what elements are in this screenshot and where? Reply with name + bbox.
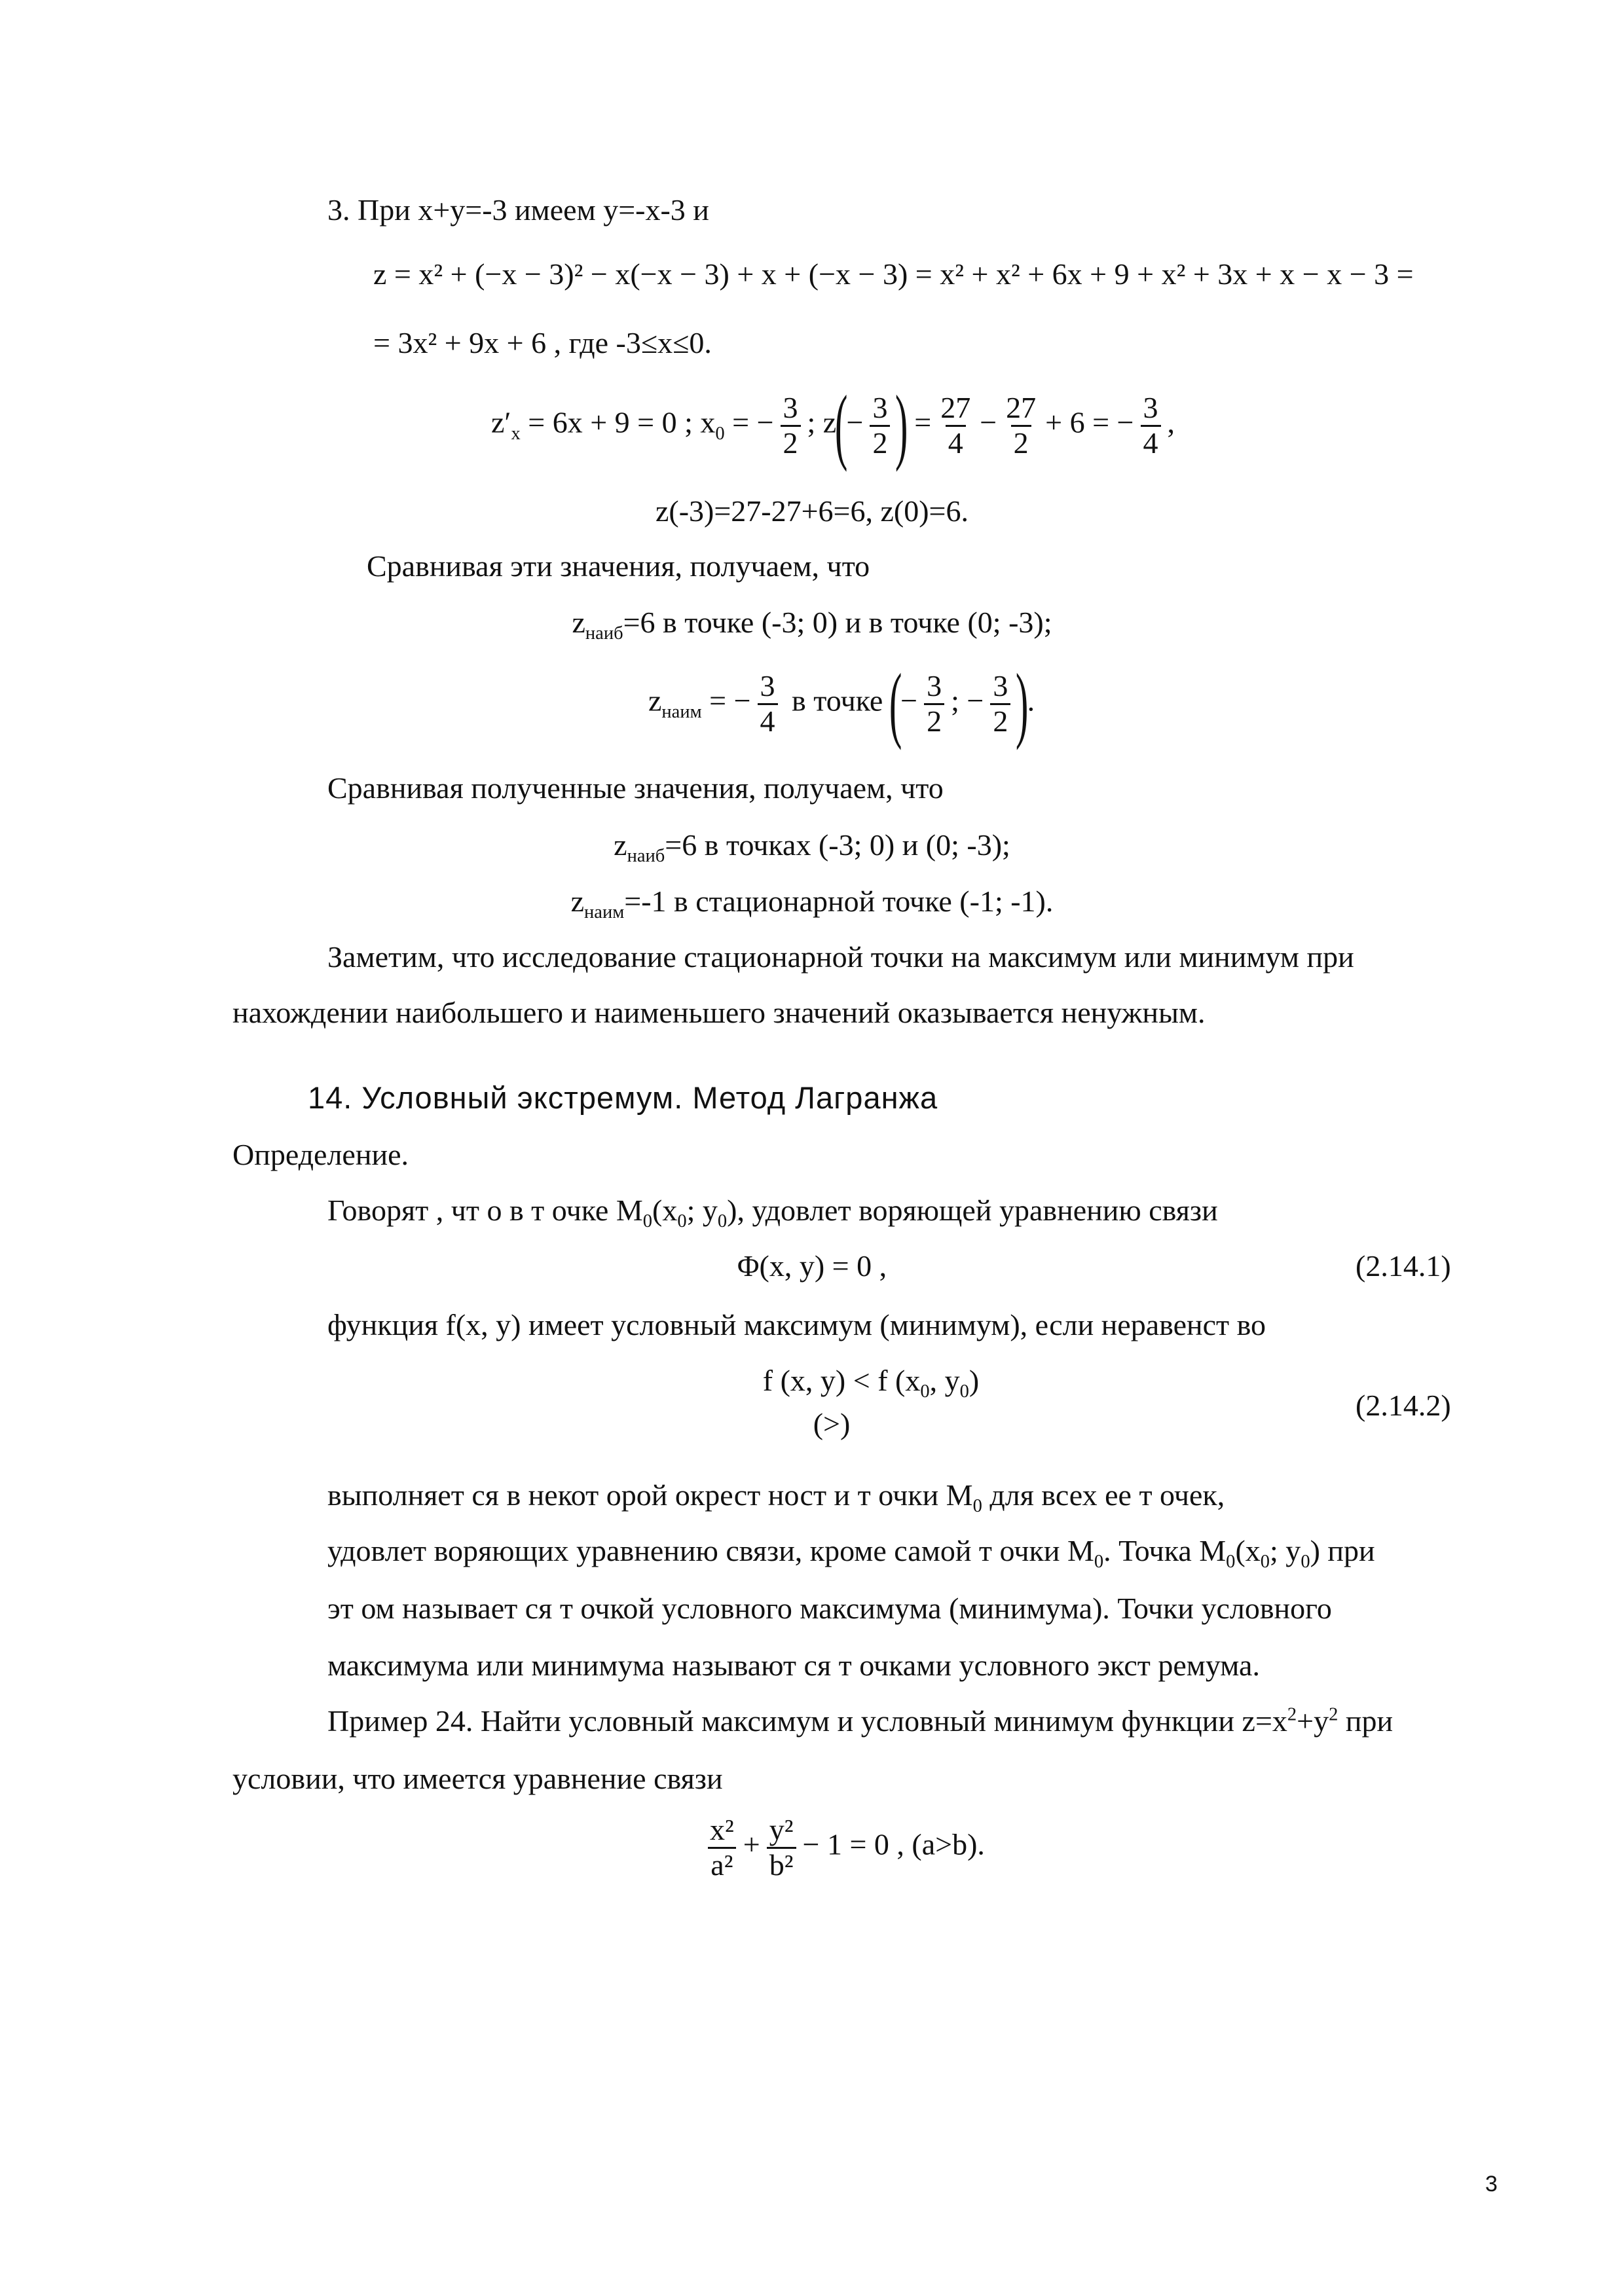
fraction: $\frac{\text{y²}}{\text{b²}}$ <box>767 1813 796 1882</box>
inequality: f (x, y) < f ($x_0$, $y_0$) <box>762 1364 980 1402</box>
fraction: $\frac{3}{2}$ <box>781 392 801 460</box>
example-24-text: Пример 24. Найти условный максимум и условный минимум функции $z=x^2+y^2$ при <box>327 1704 1393 1738</box>
example-24-text-2: условии, что имеется уравнение связи <box>232 1762 723 1795</box>
min-value-line: $z_{наим}$ = − $\frac{3}{4}$ в точке (− $\frac{3}{2}$ ; − $\frac{3}{2}$ ). <box>648 657 1035 751</box>
fraction: $\frac{27}{2}$ <box>1006 390 1037 460</box>
definition-paragraph-1: Говорят , чт о в т очке $M_0(x_0$; $y_0$), удовлет воряющей уравнению связи <box>327 1194 1218 1232</box>
section-heading: 14. Условный экстремум. Метод Лагранжа <box>308 1080 938 1115</box>
definition-paragraph-6: максимума или минимума называют ся т очками условного экст ремума. <box>327 1649 1260 1682</box>
summary-min: $z_{наим}=-1$ в стационарной точке (-1; -1). <box>570 884 1054 923</box>
z-expansion-line: z = x² + (−x − 3)² − x(−x − 3) + x + (−x − 3) = x² + x² + 6x + 9 + x² + 3x + x − x − 3 = <box>373 257 1414 291</box>
fraction: $\frac{3}{2}$ <box>870 392 890 460</box>
fraction: $\frac{3}{2}$ <box>924 670 944 738</box>
fraction: $\frac{3}{4}$ <box>1141 392 1161 460</box>
definition-paragraph-3: выполняет ся в некот орой окрест ност и т очки $M_0$ для всех ее т очек, <box>327 1478 1225 1517</box>
constraint-equation: Φ(x, y) = 0 , <box>737 1249 887 1283</box>
definition-paragraph-5: эт ом называет ся т очкой условного максимума (минимума). Точки условного <box>327 1592 1332 1625</box>
max-value-line: $z_{наиб}=6$ в точке (-3; 0) и в точке (0; -3); <box>572 606 1052 644</box>
note-line-1: Заметим, что исследование стационарной точки на максимум или минимум при <box>327 940 1354 974</box>
z-simplified-line: = 3x² + 9x + 6 , где -3≤x≤0. <box>373 326 712 359</box>
page-number: 3 <box>1485 2172 1498 2196</box>
summary-max: $z_{наиб}=6$ в точках (-3; 0) и (0; -3); <box>614 828 1010 867</box>
derivative-equation: $z'_x = 6x + 9 = 0$ ; $x_0$ = − $\frac{3}{2}$ ; z(− $\frac{3}{2}$ ) = $\frac{27}{4}$ − $\frac{27}{2}$ + 6 = − $\frac{3}{4}$ , <box>491 378 1175 473</box>
definition-label: Определение. <box>232 1138 409 1171</box>
ellipse-constraint-equation: $\frac{\text{x²}}{\text{a²}}$ + $\frac{\text{y²}}{\text{b²}}$ − 1 = 0 , (a>b). <box>701 1813 985 1882</box>
fraction: $\frac{27}{4}$ <box>940 390 971 460</box>
boundary-values: z(-3)=27-27+6=6, z(0)=6. <box>655 494 969 528</box>
equation-number-2-14-1: (2.14.1) <box>1356 1249 1451 1283</box>
inequality-alternative: (>) <box>813 1406 851 1440</box>
inequality-block <box>733 1362 1008 1442</box>
fraction: $\frac{3}{4}$ <box>758 670 778 738</box>
compare-text: Сравнивая эти значения, получаем, что <box>367 549 870 583</box>
fraction: $\frac{3}{2}$ <box>990 670 1010 738</box>
definition-paragraph-2: функция f(x, y) имеет условный максимум (минимум), если неравенст во <box>327 1308 1266 1341</box>
definition-paragraph-4: удовлет воряющих уравнению связи, кроме самой т очки $M_0$. Точка $M_0(x_0$; $y_0$) при <box>327 1534 1375 1573</box>
summary-compare: Сравнивая полученные значения, получаем, что <box>327 771 944 805</box>
equation-number-2-14-2: (2.14.2) <box>1356 1389 1451 1422</box>
part3-intro: 3. При x+y=-3 имеем y=-x-3 и <box>327 193 709 227</box>
fraction: $\frac{\text{x²}}{\text{a²}}$ <box>707 1813 737 1882</box>
note-line-2: нахождении наибольшего и наименьшего значений оказывается ненужным. <box>232 996 1206 1029</box>
